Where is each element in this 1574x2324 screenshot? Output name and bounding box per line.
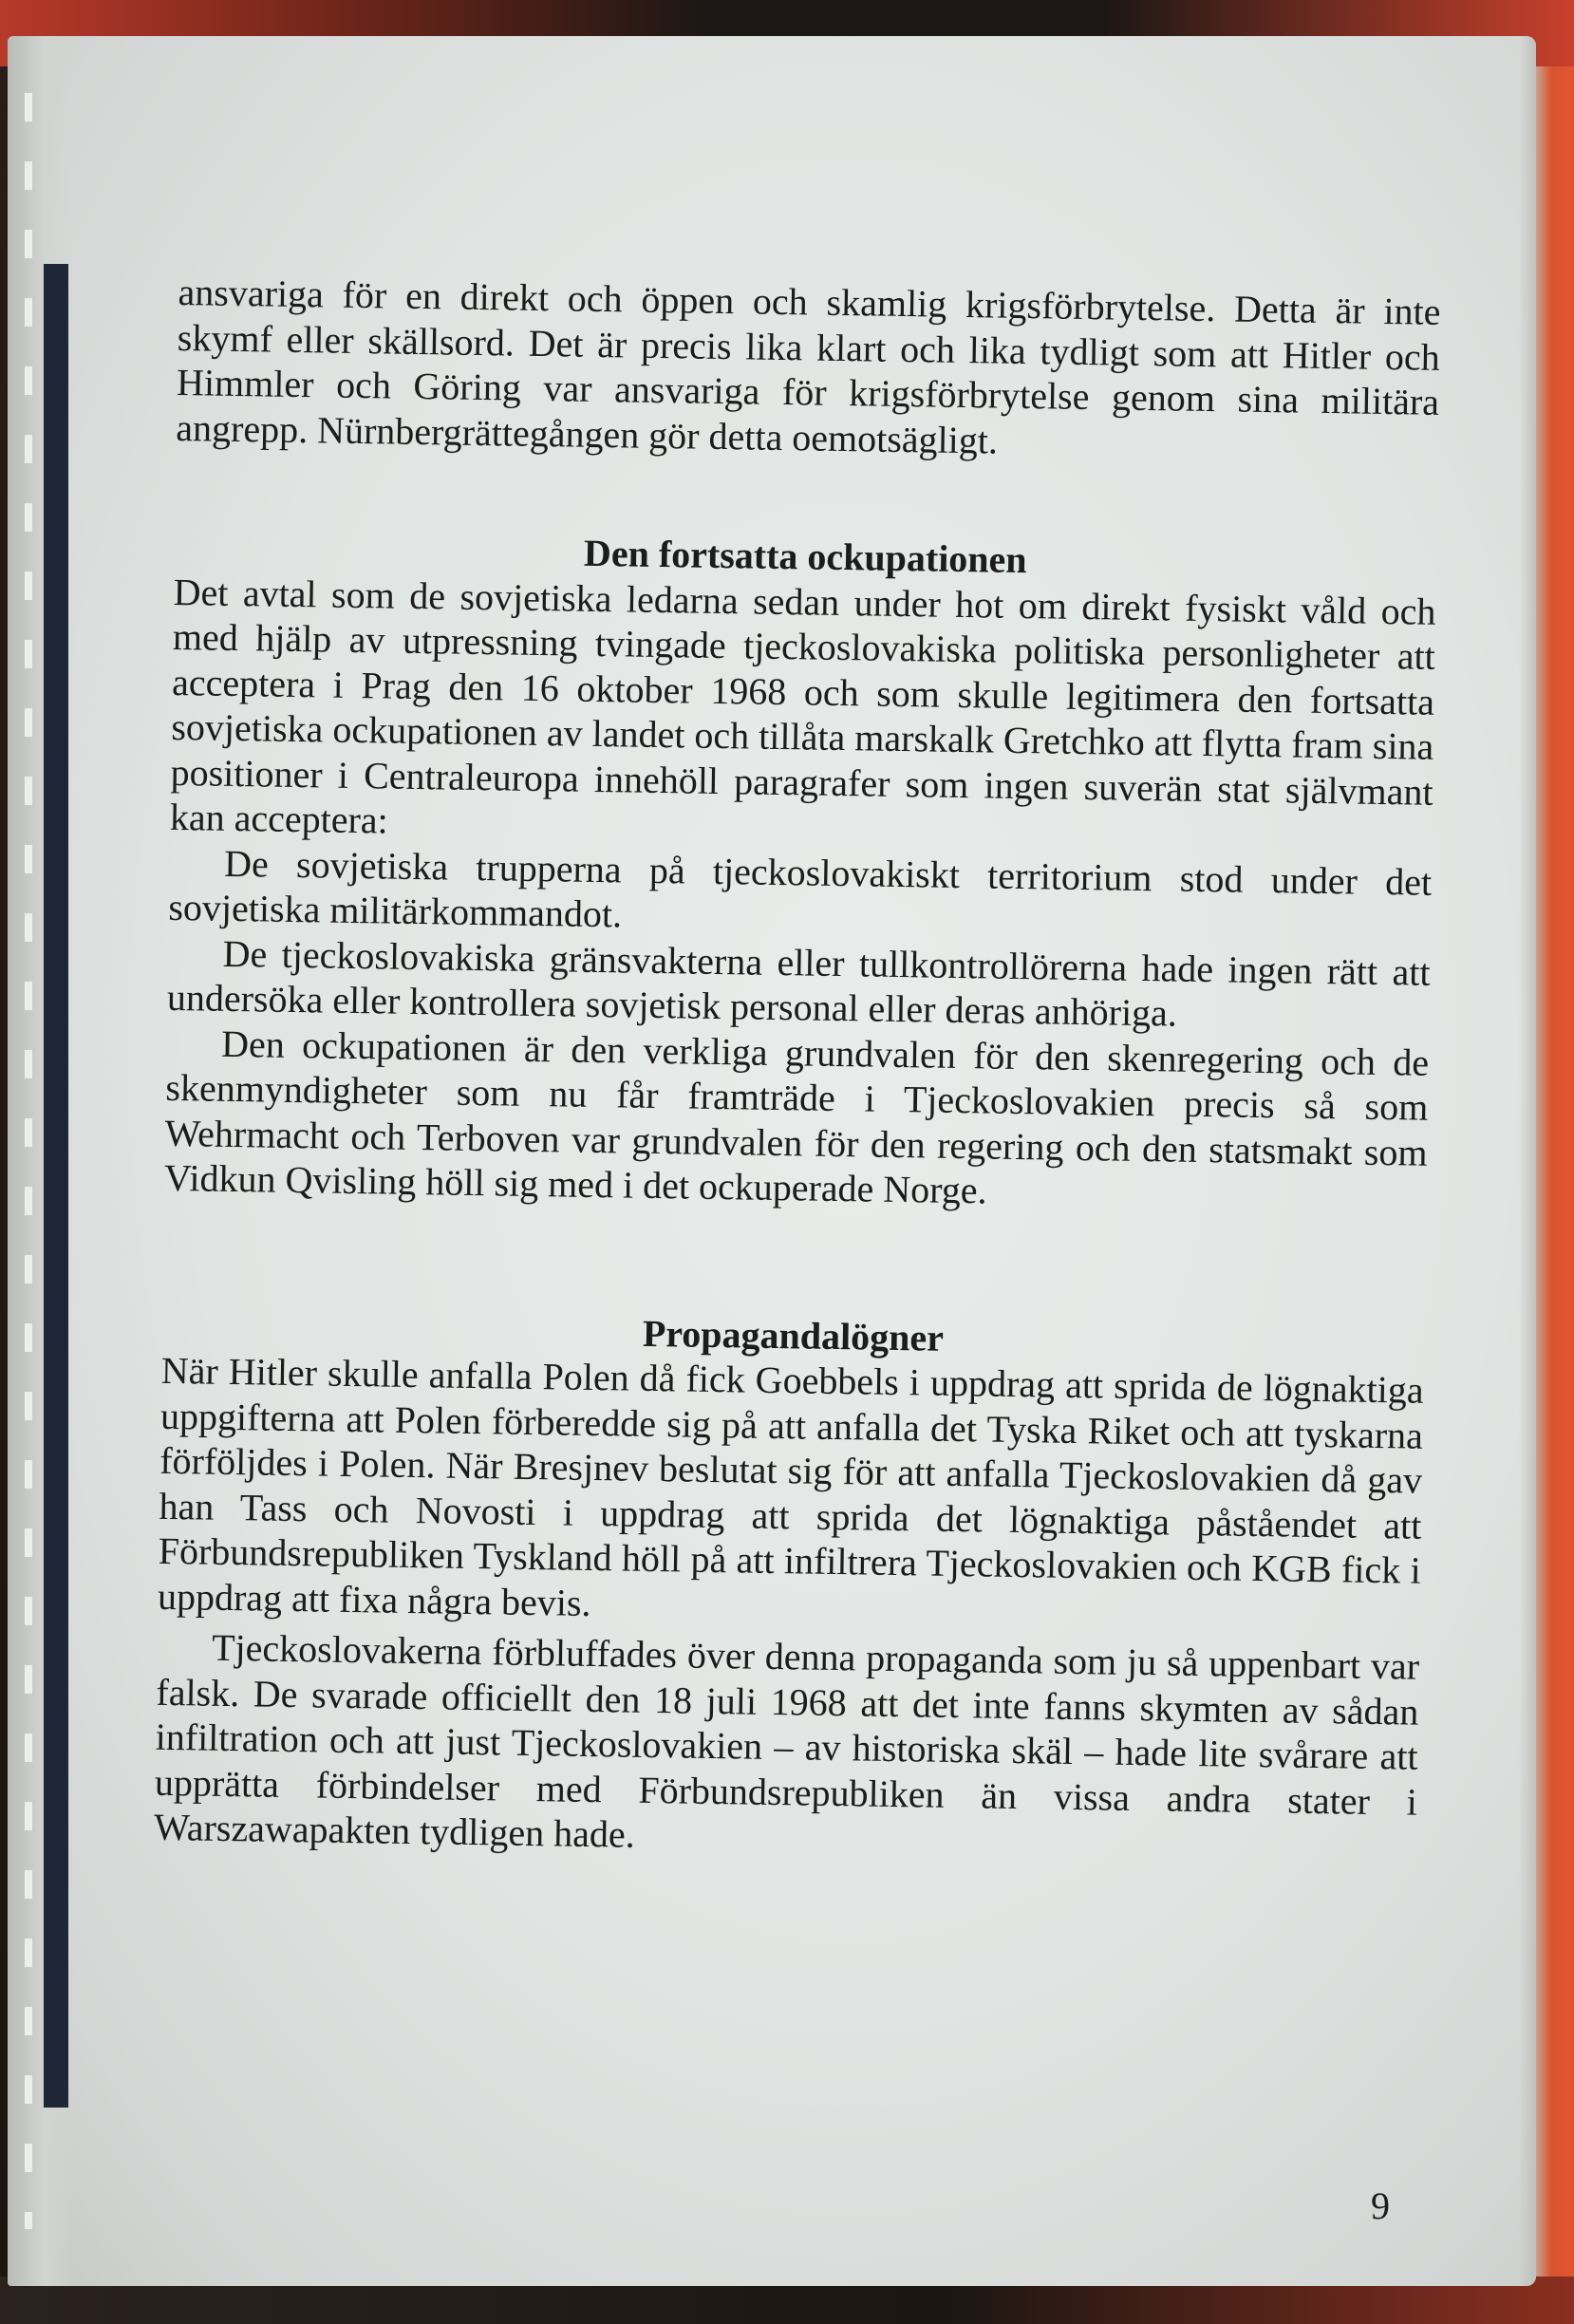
page-text: [154, 270, 1441, 1869]
binding-stitch: [25, 93, 32, 2229]
paragraph: Den ockupationen är den verkliga grundvalen för den skenregering och de skenmyndigheter som nu får framträde i Tjeckoslovakien precis så som Wehrmacht och Terboven var grundvalen för den regering och den statsmakt som Vidkun Qvisling höll sig med i det ockuperade Norge.: [163, 1021, 1430, 1212]
page-edge-shadow: [1519, 36, 1536, 2286]
section-spacer: [162, 1200, 1427, 1322]
margin-bar: [44, 264, 68, 2108]
book-cover-right-edge: [1536, 66, 1574, 2278]
intro-paragraph: ansvariga för en direkt och öppen och skamlig krigsförbrytelse. Detta är inte skymf eller skällsord. Det är precis lika klart och lika tydligt som att Hitler och Himmler och Göring var ansvariga för krigsförbrytelse genom sina militära angrepp. Nürnbergrättegången gör detta oemotsägligt.: [176, 270, 1441, 462]
paragraph: Det avtal som de sovjetiska ledarna sedan under hot om direkt fysiskt våld och med hjälp av utpressning tvingade tjeckoslovakiska politiska personligheter att acceptera i Prag den 16 oktober 1968 och som skulle legitimera den fortsatta sovjetiska ockupationen av landet och tillåta marskalk Gretchko att flytta fram sina positioner i Centraleuropa innehöll paragrafer som ingen suverän stat självmant kan acceptera:: [169, 570, 1436, 842]
paragraph: När Hitler skulle anfalla Polen då fick Goebbels i uppdrag att sprida de lögnaktiga uppgifterna att Polen förberedde sig på att anfalla det Tyska Riket och att tyskarna förföljdes i Polen. När Bresjnev beslutat sig för att anfalla Tjeckoslovakien då gav han Tass och Novosti i uppdrag att sprida det lögnaktiga påståendet att Förbundsrepubliken Tyskland höll på att infiltrera Tjeckoslovakien och KGB fick i uppdrag att fixa några bevis.: [157, 1348, 1424, 1624]
paragraph: Tjeckoslovakerna förbluffades över denna propaganda som ju så uppenbart var falsk. De svarade officiellt den 18 juli 1968 att det inte fanns skymten av sådan infiltration och att just Tjeckoslovakien – av historiska skäl – hade lite svårare att upprätta förbindelser med Förbundsrepubliken än vissa andra stater i Warszawapakten tydligen hade.: [153, 1625, 1420, 1856]
paragraph: De tjeckoslovakiska gränsvakterna eller tullkontrollörerna hade ingen rätt att undersöka eller kontrollera sovjetisk personal eller deras anhöriga.: [166, 931, 1431, 1035]
page-number: 9: [1371, 2184, 1390, 2227]
paragraph: De sovjetiska trupperna på tjeckoslovakiskt territorium stod under det sovjetiska militärkommandot.: [168, 841, 1433, 936]
section-heading-propagandalogner: Propagandalögner: [642, 1311, 945, 1359]
book-page: [8, 36, 1536, 2286]
section-heading-ockupationen: Den fortsatta ockupationen: [583, 531, 1027, 582]
